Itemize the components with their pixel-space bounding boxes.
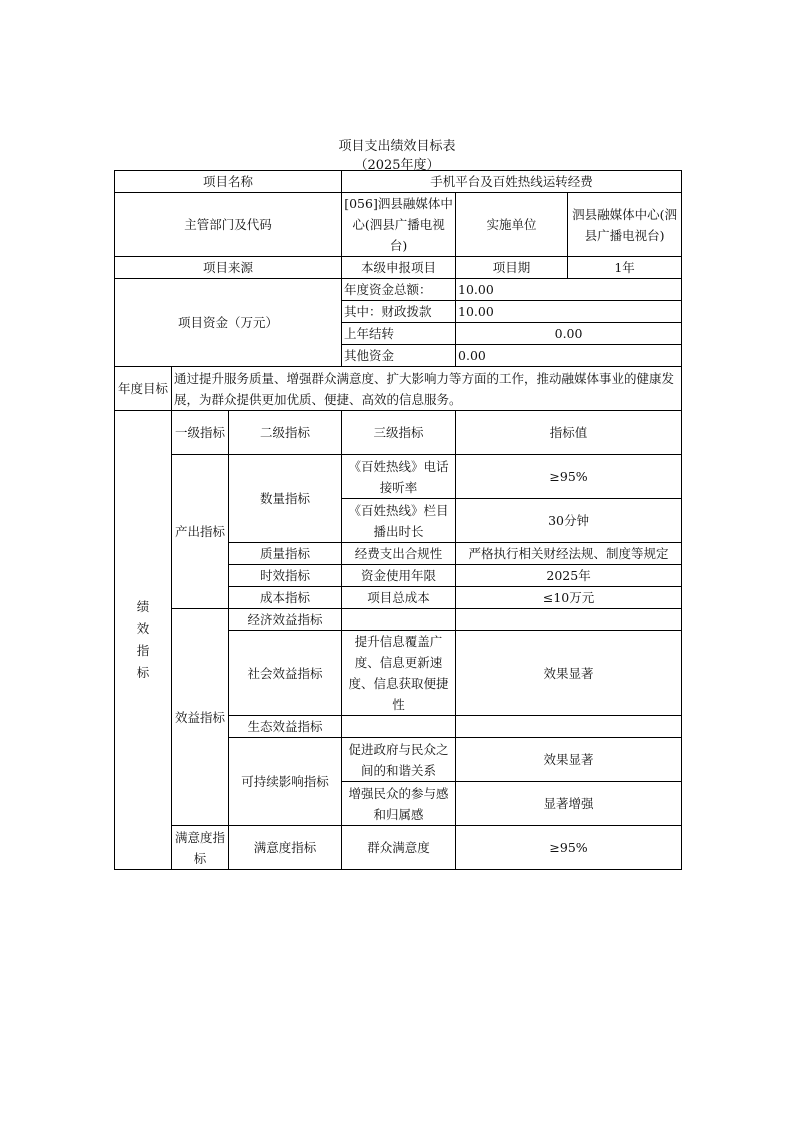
cost-value: ≤10万元 xyxy=(456,587,682,609)
s1-value: 效果显著 xyxy=(456,738,682,782)
timeliness-value: 2025年 xyxy=(456,565,682,587)
s2-name: 增强民众的参与感和归属感 xyxy=(342,782,456,826)
header-level3: 三级指标 xyxy=(342,411,456,455)
satisfaction-name: 群众满意度 xyxy=(342,826,456,870)
funds-other-value: 0.00 xyxy=(456,345,682,367)
funds-carryover-value: 0.00 xyxy=(456,323,682,345)
social-value: 效果显著 xyxy=(456,631,682,716)
project-name-value: 手机平台及百姓热线运转经费 xyxy=(342,171,682,193)
economic-name xyxy=(342,609,456,631)
sustain-label: 可持续影响指标 xyxy=(229,738,342,826)
goal-label: 年度目标 xyxy=(115,367,172,411)
funds-fiscal-label: 其中：财政拨款 xyxy=(342,301,456,323)
source-value: 本级申报项目 xyxy=(342,257,456,279)
output-label: 产出指标 xyxy=(172,455,229,609)
quantity-label: 数量指标 xyxy=(229,455,342,543)
dept-label: 主管部门及代码 xyxy=(115,193,342,257)
funds-fiscal-value: 10.00 xyxy=(456,301,682,323)
timeliness-name: 资金使用年限 xyxy=(342,565,456,587)
funds-carryover-label: 上年结转 xyxy=(342,323,456,345)
social-name: 提升信息覆盖广度、信息更新速度、信息获取便捷性 xyxy=(342,631,456,716)
goal-text: 通过提升服务质量、增强群众满意度、扩大影响力等方面的工作，推动融媒体事业的健康发展，为群众提供更加优质、便捷、高效的信息服务。 xyxy=(172,367,682,411)
satisfaction-level2: 满意度指标 xyxy=(229,826,342,870)
satisfaction-value: ≥95% xyxy=(456,826,682,870)
cost-label: 成本指标 xyxy=(229,587,342,609)
ecological-value xyxy=(456,716,682,738)
period-value: 1年 xyxy=(568,257,682,279)
period-label: 项目期 xyxy=(456,257,568,279)
social-label: 社会效益指标 xyxy=(229,631,342,716)
dept-value: [056]泗县融媒体中心(泗县广播电视台) xyxy=(342,193,456,257)
funds-total-value: 10.00 xyxy=(456,279,682,301)
cost-name: 项目总成本 xyxy=(342,587,456,609)
q2-value: 30分钟 xyxy=(456,499,682,543)
s1-name: 促进政府与民众之间的和谐关系 xyxy=(342,738,456,782)
funds-label-text: 项目资金（万元） xyxy=(178,314,279,330)
timeliness-label: 时效指标 xyxy=(229,565,342,587)
perf-label xyxy=(115,411,172,870)
ecological-name xyxy=(342,716,456,738)
q2-name: 《百姓热线》栏目播出时长 xyxy=(342,499,456,543)
quality-label: 质量指标 xyxy=(229,543,342,565)
header-level1: 一级指标 xyxy=(172,411,229,455)
s2-value: 显著增强 xyxy=(456,782,682,826)
funds-other-label: 其他资金 xyxy=(342,345,456,367)
table-year: （2025年度） xyxy=(354,158,440,173)
impl-label: 实施单位 xyxy=(456,193,568,257)
ecological-label: 生态效益指标 xyxy=(229,716,342,738)
header-value: 指标值 xyxy=(456,411,682,455)
satisfaction-label: 满意度指标 xyxy=(172,826,229,870)
economic-value xyxy=(456,609,682,631)
impl-value: 泗县融媒体中心(泗县广播电视台) xyxy=(568,193,682,257)
project-name-label: 项目名称 xyxy=(115,171,342,193)
table-title: 项目支出绩效目标表 xyxy=(338,139,456,154)
header-level2: 二级指标 xyxy=(229,411,342,455)
benefit-label: 效益指标 xyxy=(172,609,229,826)
q1-name: 《百姓热线》电话接听率 xyxy=(342,455,456,499)
economic-label: 经济效益指标 xyxy=(229,609,342,631)
performance-target-table xyxy=(114,170,682,870)
source-label: 项目来源 xyxy=(115,257,342,279)
perf-label-text: 绩效指标 xyxy=(136,599,150,680)
funds-total-label: 年度资金总额： xyxy=(342,279,456,301)
q1-value: ≥95% xyxy=(456,455,682,499)
quality-value: 严格执行相关财经法规、制度等规定 xyxy=(456,543,682,565)
funds-label xyxy=(115,279,342,367)
quality-name: 经费支出合规性 xyxy=(342,543,456,565)
